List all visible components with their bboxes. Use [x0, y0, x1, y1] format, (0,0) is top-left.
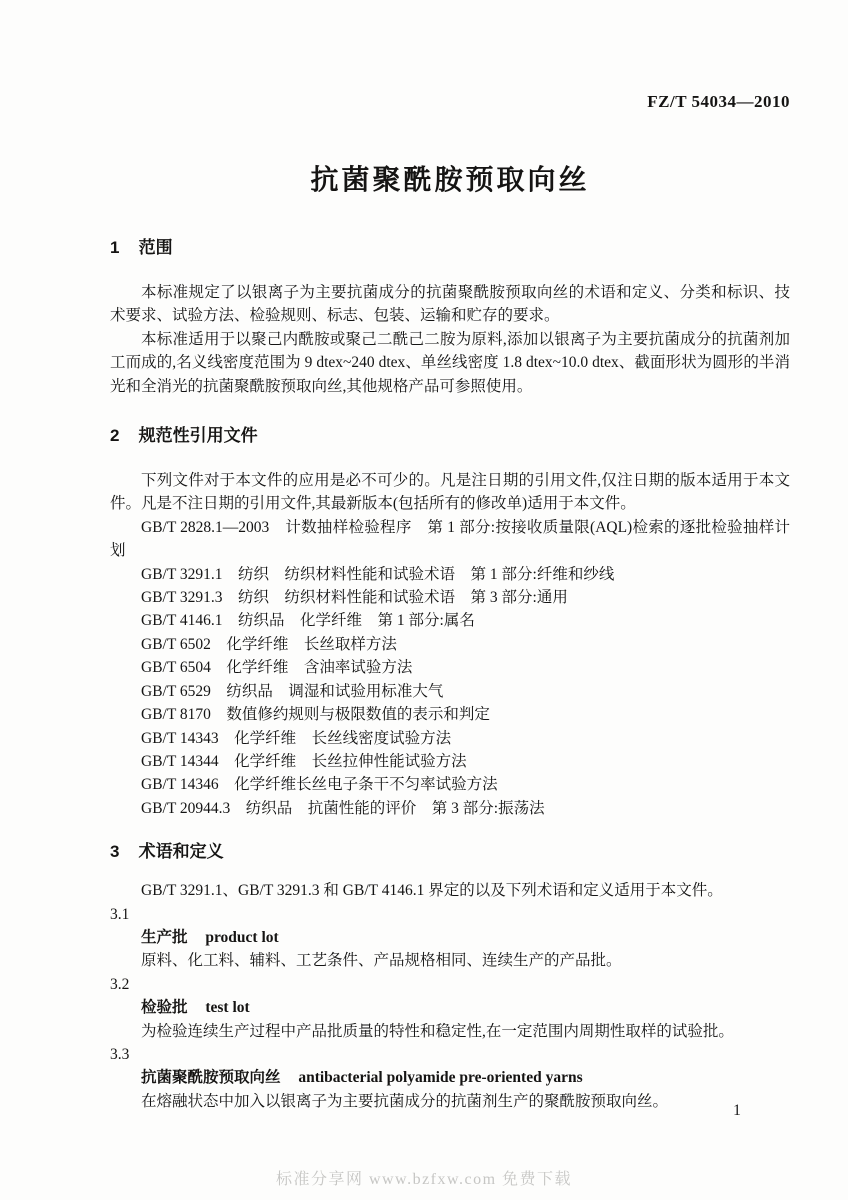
scope-paragraph-1: 本标准规定了以银离子为主要抗菌成分的抗菌聚酰胺预取向丝的术语和定义、分类和标识、技术要求、试验方法、检验规则、标志、包装、运输和贮存的要求。 [110, 284, 790, 325]
section-2-number: 2 [110, 426, 120, 446]
term-title-zh: 生产批 [141, 928, 188, 946]
reference-item: GB/T 3291.3 纺织 纺织材料性能和试验术语 第 3 部分:通用 [141, 589, 568, 607]
term-number: 3.1 [110, 905, 130, 923]
section-2-title: 规范性引用文件 [138, 426, 258, 446]
term-definition: 为检验连续生产过程中产品批质量的特性和稳定性,在一定范围内周期性取样的试验批。 [141, 1022, 734, 1040]
section-1-title: 范围 [138, 238, 173, 257]
term-title-zh: 抗菌聚酰胺预取向丝 [141, 1069, 281, 1087]
section-3-number: 3 [110, 842, 120, 862]
reference-item: GB/T 2828.1—2003 计数抽样检验程序 第 1 部分:按接收质量限(AQL)检索的逐批检验抽样计划 [110, 518, 790, 560]
terms-intro: GB/T 3291.1、GB/T 3291.3 和 GB/T 4146.1 界定的以及下列术语和定义适用于本文件。 [141, 882, 723, 900]
reference-item: GB/T 8170 数值修约规则与极限数值的表示和判定 [141, 706, 490, 724]
section-3-title: 术语和定义 [138, 842, 224, 862]
reference-item: GB/T 14344 化学纤维 长丝拉伸性能试验方法 [141, 752, 467, 770]
scope-paragraph-2: 本标准适用于以聚己内酰胺或聚己二酰己二胺为原料,添加以银离子为主要抗菌成分的抗菌剂加工而成的,名义线密度范围为 9 dtex~240 dtex、单丝线密度 1.8 dtex~10.0 dtex、截面形状为圆形的半消光和全消光的抗菌聚酰胺预取向丝,其他规格产品可参照使用。 [110, 330, 790, 395]
section-1-number: 1 [110, 238, 120, 257]
term-number: 3.2 [110, 975, 130, 993]
section-1-heading [110, 236, 790, 259]
term-title [110, 996, 790, 1019]
reference-item: GB/T 14343 化学纤维 长丝线密度试验方法 [141, 729, 452, 747]
section-3-heading [110, 840, 790, 863]
reference-item: GB/T 4146.1 纺织品 化学纤维 第 1 部分:属名 [141, 612, 475, 630]
term-title [110, 926, 790, 949]
section-2-heading [110, 424, 790, 447]
term-number: 3.3 [110, 1045, 130, 1063]
reference-item: GB/T 20944.3 纺织品 抗菌性能的评价 第 3 部分:振荡法 [141, 799, 545, 817]
reference-item: GB/T 6504 化学纤维 含油率试验方法 [141, 659, 413, 677]
term-title-en: test lot [205, 999, 250, 1017]
page-number: 1 [733, 1102, 741, 1119]
term-definition: 原料、化工料、辅料、工艺条件、产品规格相同、连续生产的产品批。 [141, 952, 622, 970]
standard-number: FZ/T 54034—2010 [647, 92, 790, 111]
watermark-text: 标准分享网 www.bzfxw.com 免费下载 [275, 1171, 573, 1188]
reference-item: GB/T 6502 化学纤维 长丝取样方法 [141, 635, 397, 653]
term-title [110, 1066, 790, 1089]
document-title: 抗菌聚酰胺预取向丝 [310, 164, 590, 195]
reference-item: GB/T 6529 纺织品 调湿和试验用标准大气 [141, 682, 444, 700]
page-content [110, 0, 790, 1113]
term-title-en: product lot [205, 928, 279, 946]
term-definition: 在熔融状态中加入以银离子为主要抗菌成分的抗菌剂生产的聚酰胺预取向丝。 [141, 1092, 669, 1110]
reference-item: GB/T 3291.1 纺织 纺织材料性能和试验术语 第 1 部分:纤维和纱线 [141, 565, 615, 583]
references-intro: 下列文件对于本文件的应用是必不可少的。凡是注日期的引用文件,仅注日期的版本适用于本文件。凡是不注日期的引用文件,其最新版本(包括所有的修改单)适用于本文件。 [110, 472, 790, 513]
term-title-en: antibacterial polyamide pre-oriented yarns [298, 1069, 583, 1087]
term-title-zh: 检验批 [141, 999, 188, 1017]
reference-item: GB/T 14346 化学纤维长丝电子条干不匀率试验方法 [141, 776, 498, 794]
